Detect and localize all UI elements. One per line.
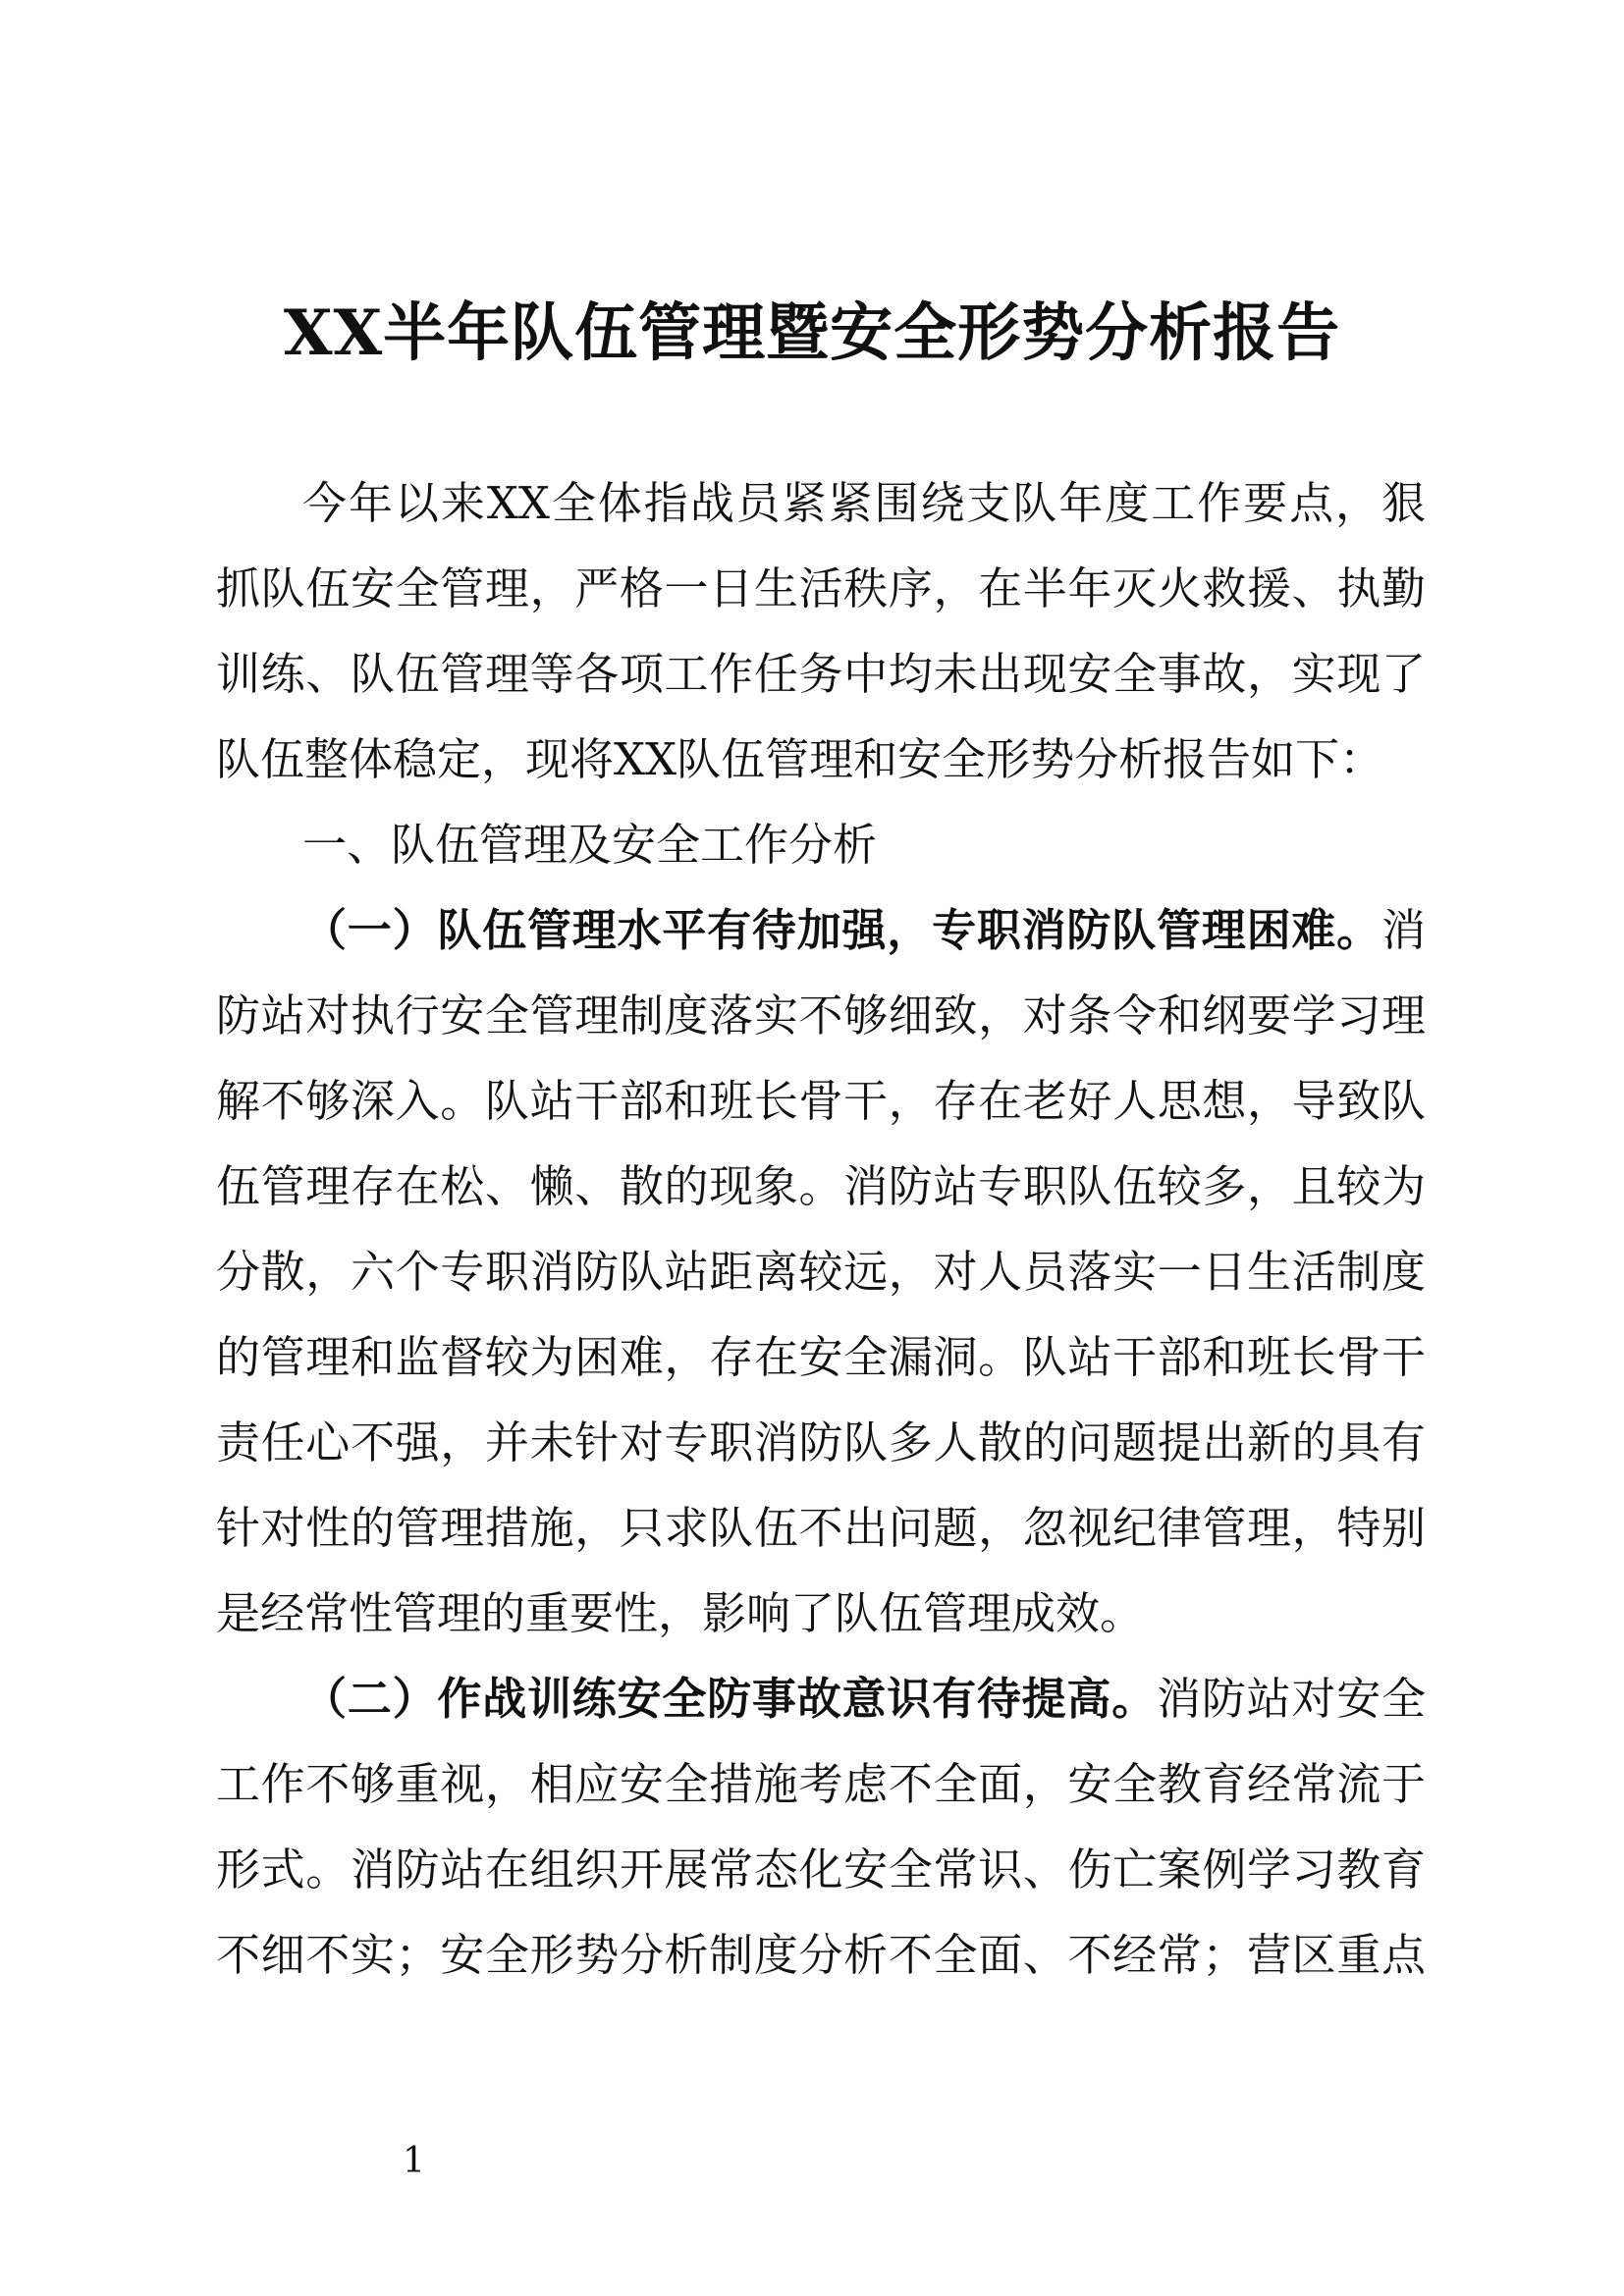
intro-line: 训练、队伍管理等各项工作任务中均未出现安全事故，实现了: [216, 648, 1426, 700]
subsection-1-line: 伍管理存在松、懒、散的现象。消防站专职队伍较多，且较为: [216, 1160, 1426, 1212]
subsection-1-line: 的管理和监督较为困难，存在安全漏洞。队站干部和班长骨干: [216, 1331, 1426, 1383]
subsection-2-heading: （二）作战训练安全防事故意识有待提高。: [302, 1673, 1158, 1725]
subsection-1-line: 防站对执行安全管理制度落实不够细致，对条令和纲要学习理: [216, 989, 1426, 1041]
subsection-2-line: 形式。消防站在组织开展常态化安全常识、伤亡案例学习教育: [216, 1843, 1426, 1896]
subsection-2-line: 不细不实；安全形势分析制度分析不全面、不经常；营区重点: [216, 1929, 1426, 1981]
subsection-1-line: 分散，六个专职消防队站距离较远，对人员落实一日生活制度: [216, 1246, 1426, 1298]
subsection-1-first-line-rest: 消: [1380, 904, 1426, 956]
subsection-1-line: 解不够深入。队站干部和班长骨干，存在老好人思想，导致队: [216, 1075, 1426, 1127]
intro-line: 今年以来XX全体指战员紧紧围绕支队年度工作要点，狠: [302, 477, 1426, 529]
subsection-2-first-line-rest: 消防站对安全: [1157, 1673, 1426, 1725]
document-title: XX半年队伍管理暨安全形势分析报告: [283, 296, 1341, 370]
intro-line: 队伍整体稳定，现将XX队伍管理和安全形势分析报告如下：: [216, 733, 1384, 785]
subsection-1-line: 是经常性管理的重要性，影响了队伍管理成效。: [216, 1587, 1145, 1639]
intro-line: 抓队伍安全管理，严格一日生活秩序，在半年灭火救援、执勤: [216, 562, 1426, 614]
subsection-1-heading: （一）队伍管理水平有待加强，专职消防队管理困难。: [302, 904, 1381, 956]
subsection-1-line: 责任心不强，并未针对专职消防队多人散的问题提出新的具有: [216, 1416, 1426, 1468]
subsection-1-first-line: [216, 901, 1426, 960]
subsection-2-first-line: [216, 1670, 1426, 1729]
section-heading: 一、队伍管理及安全工作分析: [302, 819, 878, 871]
subsection-1-line: 针对性的管理措施，只求队伍不出问题，忽视纪律管理，特别: [216, 1502, 1426, 1554]
subsection-2-line: 工作不够重视，相应安全措施考虑不全面，安全教育经常流于: [216, 1758, 1426, 1810]
page-number: 1: [403, 2141, 425, 2181]
